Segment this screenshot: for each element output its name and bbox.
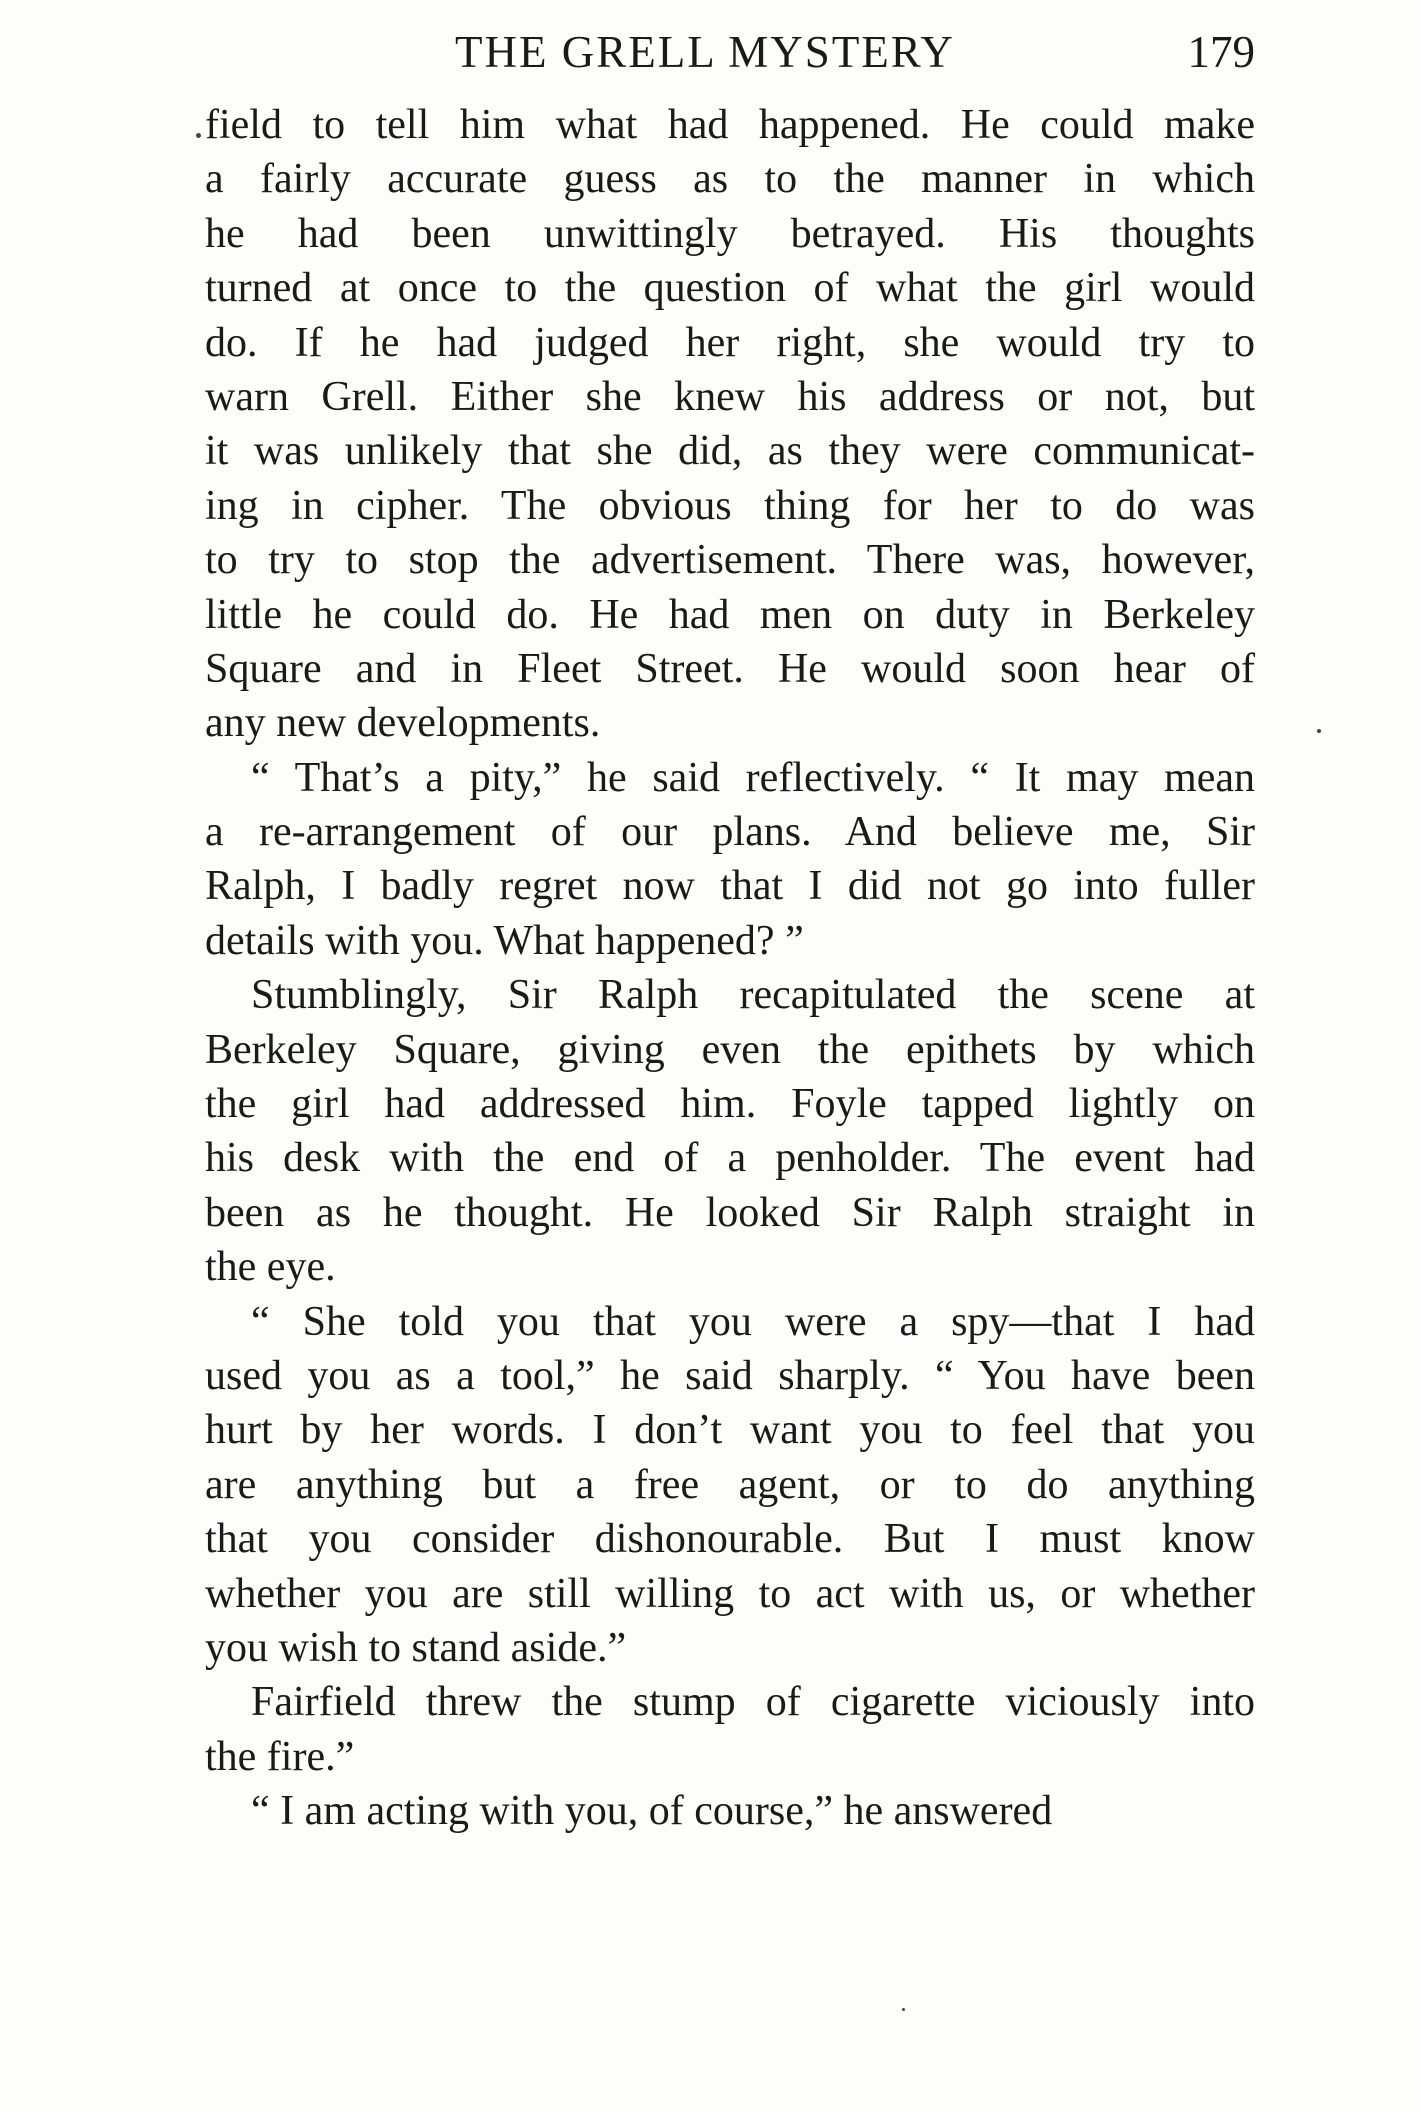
print-speck (902, 2008, 905, 2011)
text-line: Berkeley Square, giving even the epithets by which (205, 1026, 1255, 1073)
text-line: the eye. (205, 1244, 336, 1291)
text-line: warn Grell. Either she knew his address or not, but (205, 373, 1255, 420)
text-line: a re-arrangement of our plans. And believe me, Sir (205, 809, 1255, 856)
text-line: Stumblingly, Sir Ralph recapitulated the scene at (251, 972, 1255, 1019)
text-line: the girl had addressed him. Foyle tapped lightly on (205, 1081, 1255, 1128)
text-line: “ That’s a pity,” he said reflectively. “ It may mean (251, 754, 1255, 801)
text-line: “ She told you that you were a spy—that I had (251, 1298, 1255, 1345)
text-line: he had been unwittingly betrayed. His thoughts (205, 210, 1255, 257)
running-title: THE GRELL MYSTERY (455, 27, 955, 77)
text-line: Square and in Fleet Street. He would soon hear of (205, 645, 1255, 692)
body-text (205, 98, 1255, 1839)
text-line: you wish to stand aside.” (205, 1624, 627, 1671)
text-line: turned at once to the question of what the girl would (205, 265, 1255, 312)
text-line: it was unlikely that she did, as they were communicat- (205, 428, 1255, 475)
text-line: Ralph, I badly regret now that I did not go into fuller (205, 863, 1255, 910)
print-speck (1317, 729, 1321, 733)
text-line: hurt by her words. I don’t want you to feel that you (205, 1407, 1255, 1454)
text-line: a fairly accurate guess as to the manner in which (205, 156, 1255, 203)
running-head (205, 18, 1255, 88)
text-line: ing in cipher. The obvious thing for her to do was (205, 482, 1255, 529)
text-line: whether you are still willing to act with us, or whether (205, 1570, 1255, 1617)
page-number: 179 (1187, 27, 1255, 77)
text-line: the fire.” (205, 1733, 355, 1780)
text-line: “ I am acting with you, of course,” he answered (251, 1788, 1053, 1835)
text-line: any new developments. (205, 700, 601, 747)
text-line: do. If he had judged her right, she would try to (205, 319, 1255, 366)
text-line: his desk with the end of a penholder. The event had (205, 1135, 1255, 1182)
text-line: little he could do. He had men on duty in Berkeley (205, 591, 1255, 638)
text-line: Fairfield threw the stump of cigarette viciously into (251, 1679, 1255, 1726)
text-line: that you consider dishonourable. But I must know (205, 1516, 1255, 1563)
print-speck (196, 133, 201, 138)
text-line: field to tell him what had happened. He could make (205, 102, 1255, 148)
text-line: details with you. What happened? ” (205, 917, 804, 964)
text-line: used you as a tool,” he said sharply. “ You have been (205, 1352, 1255, 1399)
text-line: are anything but a free agent, or to do anything (205, 1461, 1255, 1508)
text-line: to try to stop the advertisement. There was, however, (205, 537, 1255, 584)
text-line: been as he thought. He looked Sir Ralph straight in (205, 1189, 1255, 1236)
